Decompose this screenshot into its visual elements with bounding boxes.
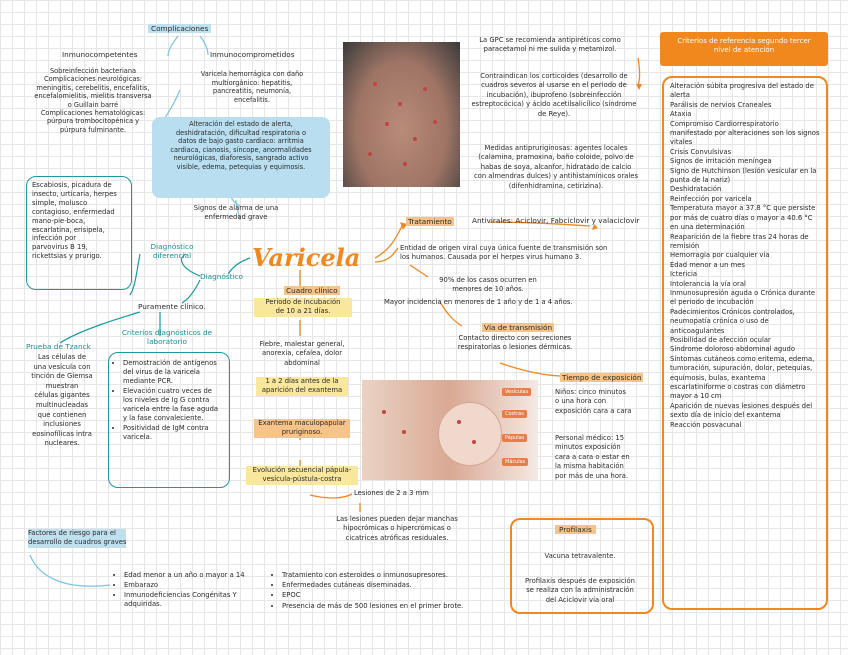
criterios-lab-list — [115, 359, 223, 442]
factores-col1 — [116, 571, 256, 610]
exposicion-personal: Personal médico: 15 minutos exposición cara a cara o estar en la misma habitación por más de una hora. — [555, 434, 630, 480]
factores-col2 — [274, 571, 494, 612]
profilaxis-vacuna: Vacuna tetravalente. — [544, 552, 616, 560]
referencia-item: Síndrome doloroso abdominal agudo — [670, 345, 796, 354]
referencia-item: Compromiso Cardiorrespiratorio manifestado por alteraciones son los signos vitales — [670, 119, 820, 147]
exposicion-ninos: Niños: cinco minutos o una hora con exposición cara a cara — [555, 388, 632, 415]
diferencial-label: Diagnóstico diferencial — [150, 242, 194, 261]
tag-maculas: Máculas — [502, 458, 528, 466]
factor-item: • Edad menor a un año o mayor a 14 — [124, 571, 256, 580]
cuadro-dias: 1 a 2 días antes de la aparición del exantema — [256, 377, 348, 396]
criterios-lab-box — [108, 352, 230, 488]
antivirales: Antivirales: Aciclovir, Fabciclovir y valaciclovir — [472, 216, 640, 225]
referencia-item: Temperatura mayor a 37.8 °C que persiste por más de cuatro días o mayor a 40.6 °C en una determinación — [670, 204, 816, 232]
tag-papulas: Pápulas — [502, 434, 527, 442]
referencia-list — [670, 82, 820, 430]
complicaciones-header: Complicaciones — [148, 24, 211, 33]
factor-item: • EPOC — [282, 591, 494, 600]
factor-item: • Enfermedades cutáneas diseminadas. — [282, 581, 494, 590]
cuadro-exantema: Exantema maculopapular pruriginoso. — [254, 419, 350, 438]
tzanck-label: Prueba de Tzanck — [26, 342, 91, 351]
tratamiento-medidas: Medidas antipruriginosas: agentes locales (calamina, pramoxina, baño coloide, polvo de habas de soya, alcanfor, hidratado de calcio con almendras dulces) y antihistamínicos orales (difenhidramina, cetirizina). — [473, 144, 639, 190]
inmunocompetentes-label: Inmunocompetentes — [62, 50, 138, 59]
referencia-item: Hemorragia por cualquier vía — [670, 251, 770, 260]
referencia-box — [662, 76, 828, 610]
tag-vesiculas: Vesículas — [502, 388, 531, 396]
factor-item: • Embarazo — [124, 581, 256, 590]
inmunocomprometidos-label: Inmunocomprometidos — [210, 50, 295, 59]
inmunocomprometidos-text: Varicela hemorrágica con daño multiorgánico: hepatitis, pancreatitis, neumonía, encefalitis. — [200, 70, 304, 104]
referencia-item: Reacción posvacunal — [670, 420, 742, 429]
exposicion-label: Tiempo de exposición — [562, 373, 642, 382]
referencia-item: Posibilidad de afección ocular — [670, 335, 771, 344]
referencia-item: Alteración súbita progresiva del estado de alerta — [670, 82, 814, 100]
referencia-item: Crisis Convulsivas — [670, 147, 732, 156]
photo-torso — [343, 42, 460, 187]
referencia-item: Reinfección por varicela — [670, 194, 752, 203]
alarma-label: Signos de alarma de una enfermedad grave — [193, 204, 279, 221]
inmunocompetentes-text: Sobreinfección bacteriana Complicaciones neurológicas: meningitis, cerebelitis, encefalitis, encefalomielitis, mielitis transversa o Guillain barré Complicaciones hematológicas: púrpura trombocitopénica y púrpura fulminante. — [34, 67, 152, 134]
transmision-text: Contacto directo con secreciones respiratorias o lesiones dérmicas. — [457, 334, 573, 352]
tratamiento-gpc: La GPC se recomienda antipiréticos como paracetamol ni me sulida y metamizol. — [479, 36, 621, 53]
diagnostico-label: Diagnóstico — [200, 272, 244, 281]
page-title: Varicela — [252, 243, 361, 272]
criterio-item: • Demostración de antígenos del virus de la varicela mediante PCR. — [123, 359, 223, 386]
profilaxis-label: Profilaxis — [555, 525, 596, 534]
alarma-box: Alteración del estado de alerta, deshidratación, dificultad respiratoria o datos de bajo gasto cardiaco: arritmia cardiaca, cianosis, síncope, anormalidades neurológicas, diaforesis, sangrado activo visible, edema, petequias y equimosis. — [152, 117, 330, 198]
referencia-item: Intolerancia la vía oral — [670, 279, 746, 288]
factor-item: • Inmunodeficiencias Congénitas Y adquiridas. — [124, 591, 256, 609]
criterios-lab-label: Criterios diagnósticos de laboratorio — [121, 328, 213, 347]
cuadro-incubacion: Periodo de incubación de 10 a 21 días. — [254, 298, 352, 317]
tratamiento-contraindican: Contraindican los corticoides (desarrollo de cuadros severos al usarse en el periodo de incubación), ibuprofeno (sobreinfección estreptocócica) y ácido acetilsalicílico (síndrome de Reye). — [471, 72, 637, 118]
referencia-label: Criterios de referencia segundo tercer nivel de atención — [660, 32, 828, 66]
referencia-item: Signos de irritación meníngea — [670, 157, 772, 166]
referencia-item: Ataxia — [670, 110, 692, 119]
referencia-item: Edad menor a un mes — [670, 260, 745, 269]
tratamiento-label: Tratamiento — [408, 217, 452, 226]
factor-item: • Presencia de más de 500 lesiones en el primer brote. — [282, 602, 494, 611]
puramente-clinico: Puramente clínico. — [138, 302, 206, 311]
tzanck-text: Las células de una vesícula con tinción de Giemsa muestran células gigantes multinucleadas que contienen inclusiones eosinofílicas intra nucleares. — [31, 353, 93, 448]
referencia-item: Reaparición de la fiebre tras 24 horas de remisión — [670, 232, 809, 250]
criterio-item: • Positividad de IgM contra varicela. — [123, 424, 223, 442]
cuadro-label: Cuadro clínico — [286, 286, 338, 295]
criterio-item: • Elevación cuatro veces de los niveles de Ig G contra varicela entre la fase aguda y la fase convaleciente. — [123, 387, 223, 423]
cuadro-manchas: Las lesiones pueden dejar manchas hipocrómicas o hipercrómicas o cicatrices atróficas residuales. — [336, 515, 458, 542]
referencia-item: Deshidratación — [670, 185, 722, 194]
cuadro-lesiones: Lesiones de 2 a 3 mm — [354, 489, 429, 497]
factor-item: • Tratamiento con esteroides o inmunosupresores. — [282, 571, 494, 580]
referencia-item: Inmunosupresión aguda o Crónica durante el periodo de incubación — [670, 288, 816, 307]
factores-label: Factores de riesgo para el desarrollo de cuadros graves — [28, 529, 127, 547]
profilaxis-text: Profilaxis después de exposición se realiza con la administración del Aciclovir vía oral — [524, 577, 635, 604]
referencia-item: Signo de Hutchinson (lesión vesicular en la punta de la nariz) — [670, 166, 817, 185]
epidemiologia-incidencia: Mayor incidencia en menores de 1 año y de 1 a 4 años. — [384, 298, 573, 306]
entidad-text: Entidad de origen viral cuya única fuente de transmisión son los humanos. Causada por el herpes virus humano 3. — [400, 244, 608, 262]
cuadro-evolucion: Evolución secuencial pápula- vesícula-pústula-costra — [246, 466, 358, 485]
referencia-item: Aparición de nuevas lesiones después del sexto día de inicio del exantema — [670, 401, 813, 420]
diferencial-box: Escabiosis, picadura de insecto, urticaria, herpes simple, molusco contagioso, enfermedad mano-pie-boca, escarlatina, erisipela, infección por parvovirus B 19, rickettsias y prurigo. — [26, 176, 132, 290]
referencia-item: Parálisis de nervios Craneales — [670, 100, 772, 109]
tag-costras: Costras — [502, 410, 527, 418]
referencia-item: Ictericia — [670, 270, 698, 279]
referencia-item: Padecimientos Crónicos controlados, neumopatía crónica o uso de anticoagulantes — [670, 307, 795, 335]
photo-lesiones — [362, 380, 538, 480]
referencia-item: Síntomas cutáneos como eritema, edema, tumoración, supuración, dolor, petequias, equimosis, bulas, exantema escarlatiniforme o costras con diámetro mayor a 10 cm — [670, 354, 815, 401]
transmision-label: Vía de transmisión — [484, 323, 553, 332]
epidemiologia-casos: 90% de los casos ocurren en menores de 10 años. — [439, 276, 537, 294]
cuadro-fiebre: Fiebre, malestar general, anorexia, cefalea, dolor abdominal — [259, 340, 345, 367]
